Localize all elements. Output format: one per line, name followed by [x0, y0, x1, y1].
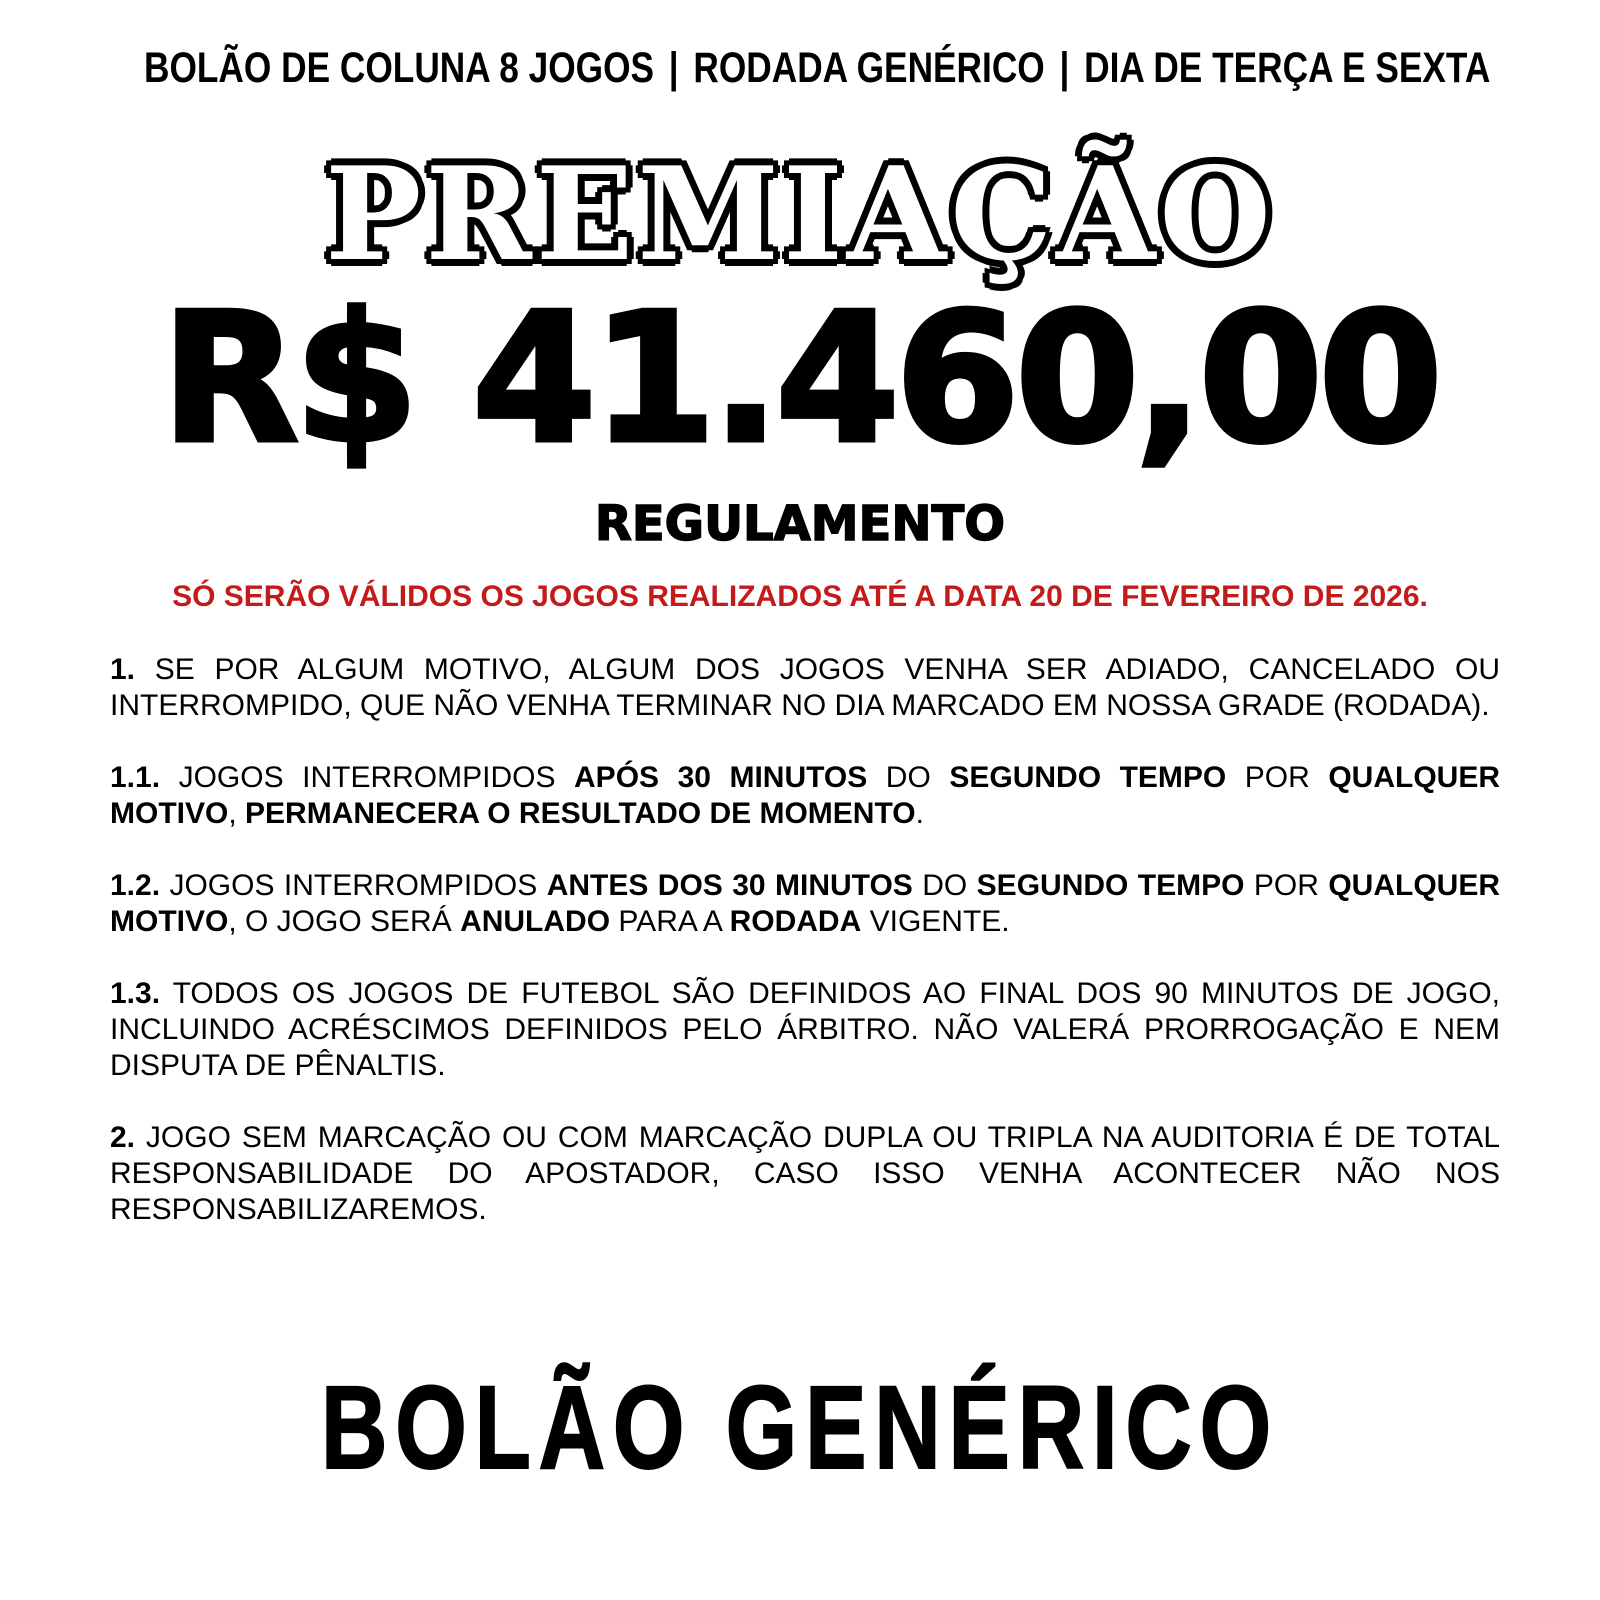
- rules-list: [110, 652, 1500, 1264]
- rule-text: , O JOGO SERÁ: [228, 905, 461, 938]
- rule-text: JOGOS INTERROMPIDOS: [160, 869, 547, 902]
- rule-text: JOGOS INTERROMPIDOS: [160, 761, 575, 794]
- rule-number: 1.2.: [110, 869, 161, 902]
- rule-text: POR: [1244, 869, 1329, 902]
- header-part-coluna: BOLÃO DE COLUNA 8 JOGOS: [144, 44, 655, 92]
- rule-emphasis: QUALQUER MOTIVO: [110, 869, 1500, 938]
- rule-text: JOGO SEM MARCAÇÃO OU COM MARCAÇÃO DUPLA OU TRIPLA NA AUDITORIA É DE TOTAL RESPONSABILIDADE DO APOSTADOR, CASO ISSO VENHA ACONTECER NÃO NOS RESPONSABILIZAREMOS.: [110, 1121, 1500, 1226]
- rule-number: 1.1.: [110, 761, 161, 794]
- rule-number: 1.: [110, 653, 136, 686]
- rule-emphasis: ANTES DOS 30 MINUTOS: [546, 869, 913, 902]
- header-separator: |: [1059, 44, 1070, 92]
- rule-text: TODOS OS JOGOS DE FUTEBOL SÃO DEFINIDOS AO FINAL DOS 90 MINUTOS DE JOGO, INCLUINDO ACRÉSCIMOS DEFINIDOS PELO ÁRBITRO. NÃO VALERÁ PRORROGAÇÃO E NEM DISPUTA DE PÊNALTIS.: [110, 977, 1500, 1082]
- rule-text: ,: [228, 797, 246, 830]
- rule-text: DO: [867, 761, 950, 794]
- rule-text: VIGENTE.: [861, 905, 1010, 938]
- rule-text: DO: [912, 869, 977, 902]
- rule-1: [110, 652, 1500, 724]
- rule-emphasis: PERMANECERA O RESULTADO DE MOMENTO: [245, 797, 916, 830]
- rule-text: SE POR ALGUM MOTIVO, ALGUM DOS JOGOS VENHA SER ADIADO, CANCELADO OU INTERROMPIDO, QUE NÃO VENHA TERMINAR NO DIA MARCADO EM NOSSA GRADE (RODADA).: [110, 653, 1500, 722]
- footer-brand: BOLÃO GENÉRICO: [320, 1362, 1280, 1494]
- rule-emphasis: RODADA: [729, 905, 862, 938]
- prize-amount: R$ 41.460,00: [161, 275, 1439, 482]
- regulamento-heading: REGULAMENTO: [594, 496, 1006, 552]
- rule-1-1: [110, 760, 1500, 832]
- rule-emphasis: SEGUNDO TEMPO: [949, 761, 1227, 794]
- header-title: [144, 44, 1491, 93]
- rule-2: [110, 1120, 1500, 1228]
- rule-text: POR: [1226, 761, 1329, 794]
- validity-notice: SÓ SERÃO VÁLIDOS OS JOGOS REALIZADOS ATÉ A DATA 20 DE FEVEREIRO DE 2026.: [172, 580, 1428, 613]
- rule-emphasis: APÓS 30 MINUTOS: [574, 761, 868, 794]
- rule-emphasis: SEGUNDO TEMPO: [976, 869, 1245, 902]
- rule-1-3: [110, 976, 1500, 1084]
- header-separator: |: [668, 44, 679, 92]
- rule-text: PARA A: [610, 905, 730, 938]
- premiacao-title: PREMIAÇÃO: [325, 140, 1275, 290]
- rule-number: 2.: [110, 1121, 136, 1154]
- rule-emphasis: QUALQUER MOTIVO: [110, 761, 1500, 830]
- rule-1-2: [110, 868, 1500, 940]
- header-part-dia: DIA DE TERÇA E SEXTA: [1084, 44, 1491, 92]
- header-part-rodada: RODADA GENÉRICO: [693, 44, 1045, 92]
- rule-number: 1.3.: [110, 977, 161, 1010]
- rule-text: .: [915, 797, 924, 830]
- rule-emphasis: ANULADO: [460, 905, 611, 938]
